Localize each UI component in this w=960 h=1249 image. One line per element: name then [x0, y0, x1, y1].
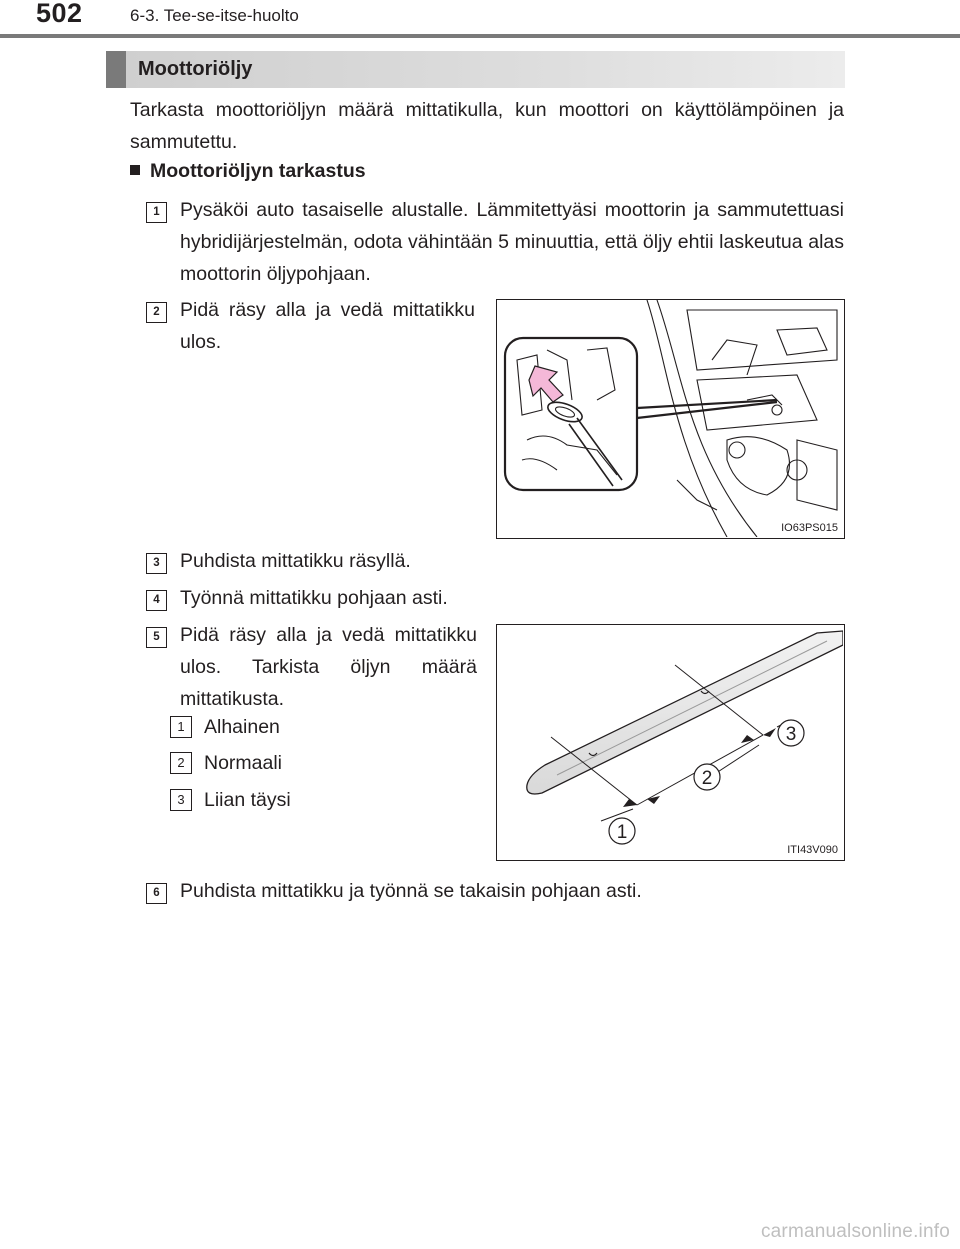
step-number-5: 5 — [146, 627, 167, 648]
engine-figure — [496, 299, 845, 539]
header-rule — [0, 34, 960, 38]
page-number: 502 — [36, 0, 83, 28]
step-text-6: Puhdista mittatikku ja työnnä se takaisin pohjaan asti. — [180, 880, 642, 902]
dipstick-figure — [496, 624, 845, 861]
step-text-2: Pidä räsy alla ja vedä mittatikku ulos. — [180, 299, 475, 353]
level-number-1: 1 — [170, 716, 192, 738]
step-number-1: 1 — [146, 202, 167, 223]
level-number-3: 3 — [170, 789, 192, 811]
callout-1: 1 — [616, 822, 628, 843]
section-title: Moottoriöljy — [138, 58, 253, 80]
callout-3: 3 — [785, 724, 797, 745]
step-text-4: Työnnä mittatikku pohjaan asti. — [180, 587, 448, 609]
level-label-1: Alhainen — [204, 716, 280, 738]
intro-paragraph: Tarkasta moottoriöljyn määrä mittatikulla, kun moottori on käyttölämpöinen ja sammutettu. — [130, 99, 844, 153]
figure-code: IO63PS015 — [781, 522, 838, 534]
square-bullet-icon — [130, 165, 140, 175]
step-text-3: Puhdista mittatikku räsyllä. — [180, 550, 411, 572]
dipstick-illustration — [497, 625, 843, 859]
subsection-title: Moottoriöljyn tarkastus — [150, 160, 366, 182]
running-title: 6-3. Tee-se-itse-huolto — [130, 6, 299, 25]
section-title-bar — [106, 51, 845, 88]
figure-code: ITI43V090 — [787, 844, 838, 856]
subsection-heading — [130, 160, 366, 183]
step-number-4: 4 — [146, 590, 167, 611]
watermark: carmanualsonline.info — [760, 1221, 950, 1242]
level-label-2: Normaali — [204, 752, 283, 774]
engine-bay-illustration — [497, 300, 843, 537]
step-number-6: 6 — [146, 883, 167, 904]
step-text-1: Pysäköi auto tasaiselle alustalle. Lämmitettyäsi moottorin ja sammutettuasi hybridijärjestelmän, odota vähintään 5 minuuttia, että öljy ehtii laskeutua alas moottorin öljypohjaan. — [180, 199, 844, 285]
pull-direction-arrow — [529, 366, 563, 402]
step-number-3: 3 — [146, 553, 167, 574]
level-number-2: 2 — [170, 752, 192, 774]
step-text-5: Pidä räsy alla ja vedä mittatikku ulos. Tarkista öljyn määrä mittatikusta. — [180, 624, 477, 710]
step-number-2: 2 — [146, 302, 167, 323]
level-label-3: Liian täysi — [204, 789, 291, 811]
callout-2: 2 — [701, 768, 713, 789]
